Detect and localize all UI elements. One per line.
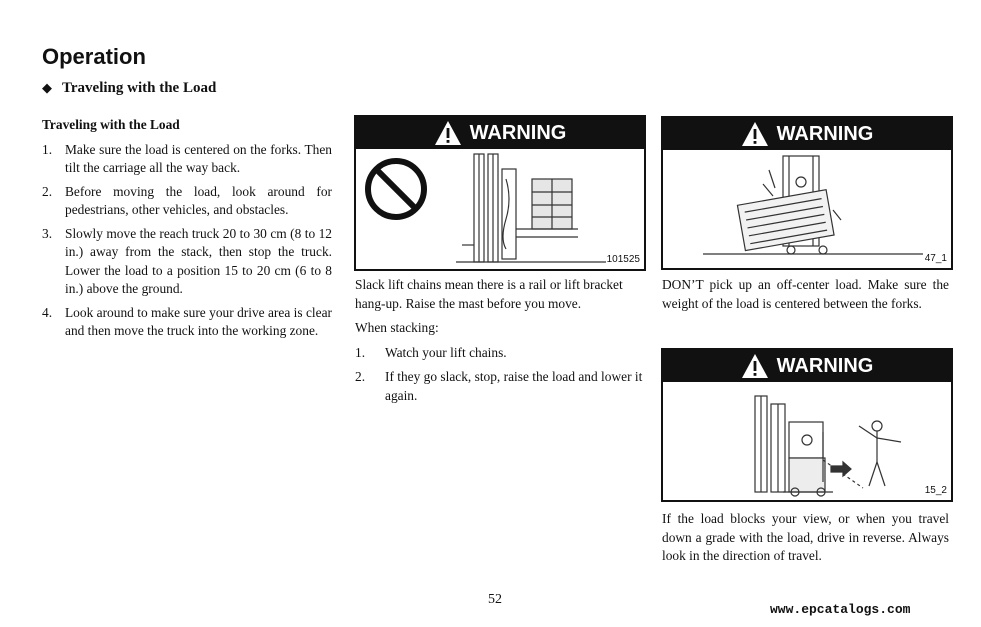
subhead-text: Traveling with the Load: [62, 80, 217, 96]
list-item: [42, 225, 332, 299]
step-text: Slowly move the reach truck 20 to 30 cm (8 to 12 in.) away from the stack, then stop the truck. Lower the load to a position 15 to 20 cm (6 to 8 in.) above the ground.: [65, 225, 332, 296]
step-number: 2.: [42, 183, 53, 199]
warning-illustration-2: [663, 150, 951, 266]
figure-code: 101525: [606, 254, 640, 265]
reverse-travel-illustration: [663, 382, 951, 498]
step-text: If they go slack, stop, raise the load and lower it again.: [385, 369, 643, 403]
left-column: [42, 116, 332, 346]
list-item: [42, 183, 332, 220]
figure-code: 15_2: [924, 485, 947, 496]
list-item: [42, 304, 332, 341]
step-number: 2.: [355, 369, 366, 384]
warning-label: WARNING: [469, 121, 567, 144]
step-number: 4.: [42, 304, 53, 320]
warning-header: [663, 350, 951, 382]
middle-para-1: Slack lift chains mean there is a rail or lift bracket hang-up. Raise the mast before you move.: [355, 277, 623, 311]
left-heading: Traveling with the Load: [42, 117, 180, 132]
list-item: [355, 368, 643, 405]
warning-header: [663, 118, 951, 150]
warning-box-3: [661, 348, 953, 502]
middle-para-2: When stacking:: [355, 320, 439, 335]
warning-triangle-icon: [434, 120, 462, 146]
warning-illustration-3: [663, 382, 951, 498]
warning-triangle-icon: [741, 121, 769, 147]
warning-triangle-icon: [741, 353, 769, 379]
subhead: [42, 80, 216, 97]
off-center-load-illustration: [663, 150, 951, 266]
step-number: 1.: [355, 344, 366, 360]
prohibition-icon: [368, 161, 424, 217]
middle-steps: [355, 344, 643, 406]
warning-box-2: [661, 116, 953, 270]
right-para-1: DON’T pick up an off-center load. Make sure the weight of the load is centered between the forks.: [662, 277, 949, 311]
list-item: [355, 344, 643, 363]
warning-header: [356, 117, 644, 149]
step-number: 1.: [42, 141, 53, 157]
step-text: Before moving the load, look around for pedestrians, other vehicles, and obstacles.: [65, 183, 332, 217]
step-text: Watch your lift chains.: [385, 344, 507, 360]
warning-illustration-1: [356, 149, 644, 267]
step-text: Look around to make sure your drive area is clear and then move the truck into the working zone.: [65, 304, 332, 338]
warning-label: WARNING: [776, 354, 874, 377]
warning-box-1: [354, 115, 646, 271]
slack-chain-illustration: [356, 149, 644, 267]
left-steps: [42, 141, 332, 341]
middle-column: [355, 276, 643, 411]
section-title: Operation: [42, 44, 146, 69]
step-number: 3.: [42, 225, 53, 241]
footer-watermark: www.epcatalogs.com: [770, 602, 911, 617]
warning-label: WARNING: [776, 122, 874, 145]
right-para-2: If the load blocks your view, or when you travel down a grade with the load, drive in reverse. Always look in the direction of travel.: [662, 511, 949, 563]
page-number: 52: [488, 592, 502, 607]
figure-code: 47_1: [924, 253, 947, 264]
step-text: Make sure the load is centered on the forks. Then tilt the carriage all the way back.: [65, 141, 332, 175]
diamond-icon: ◆: [42, 81, 52, 96]
list-item: [42, 141, 332, 178]
